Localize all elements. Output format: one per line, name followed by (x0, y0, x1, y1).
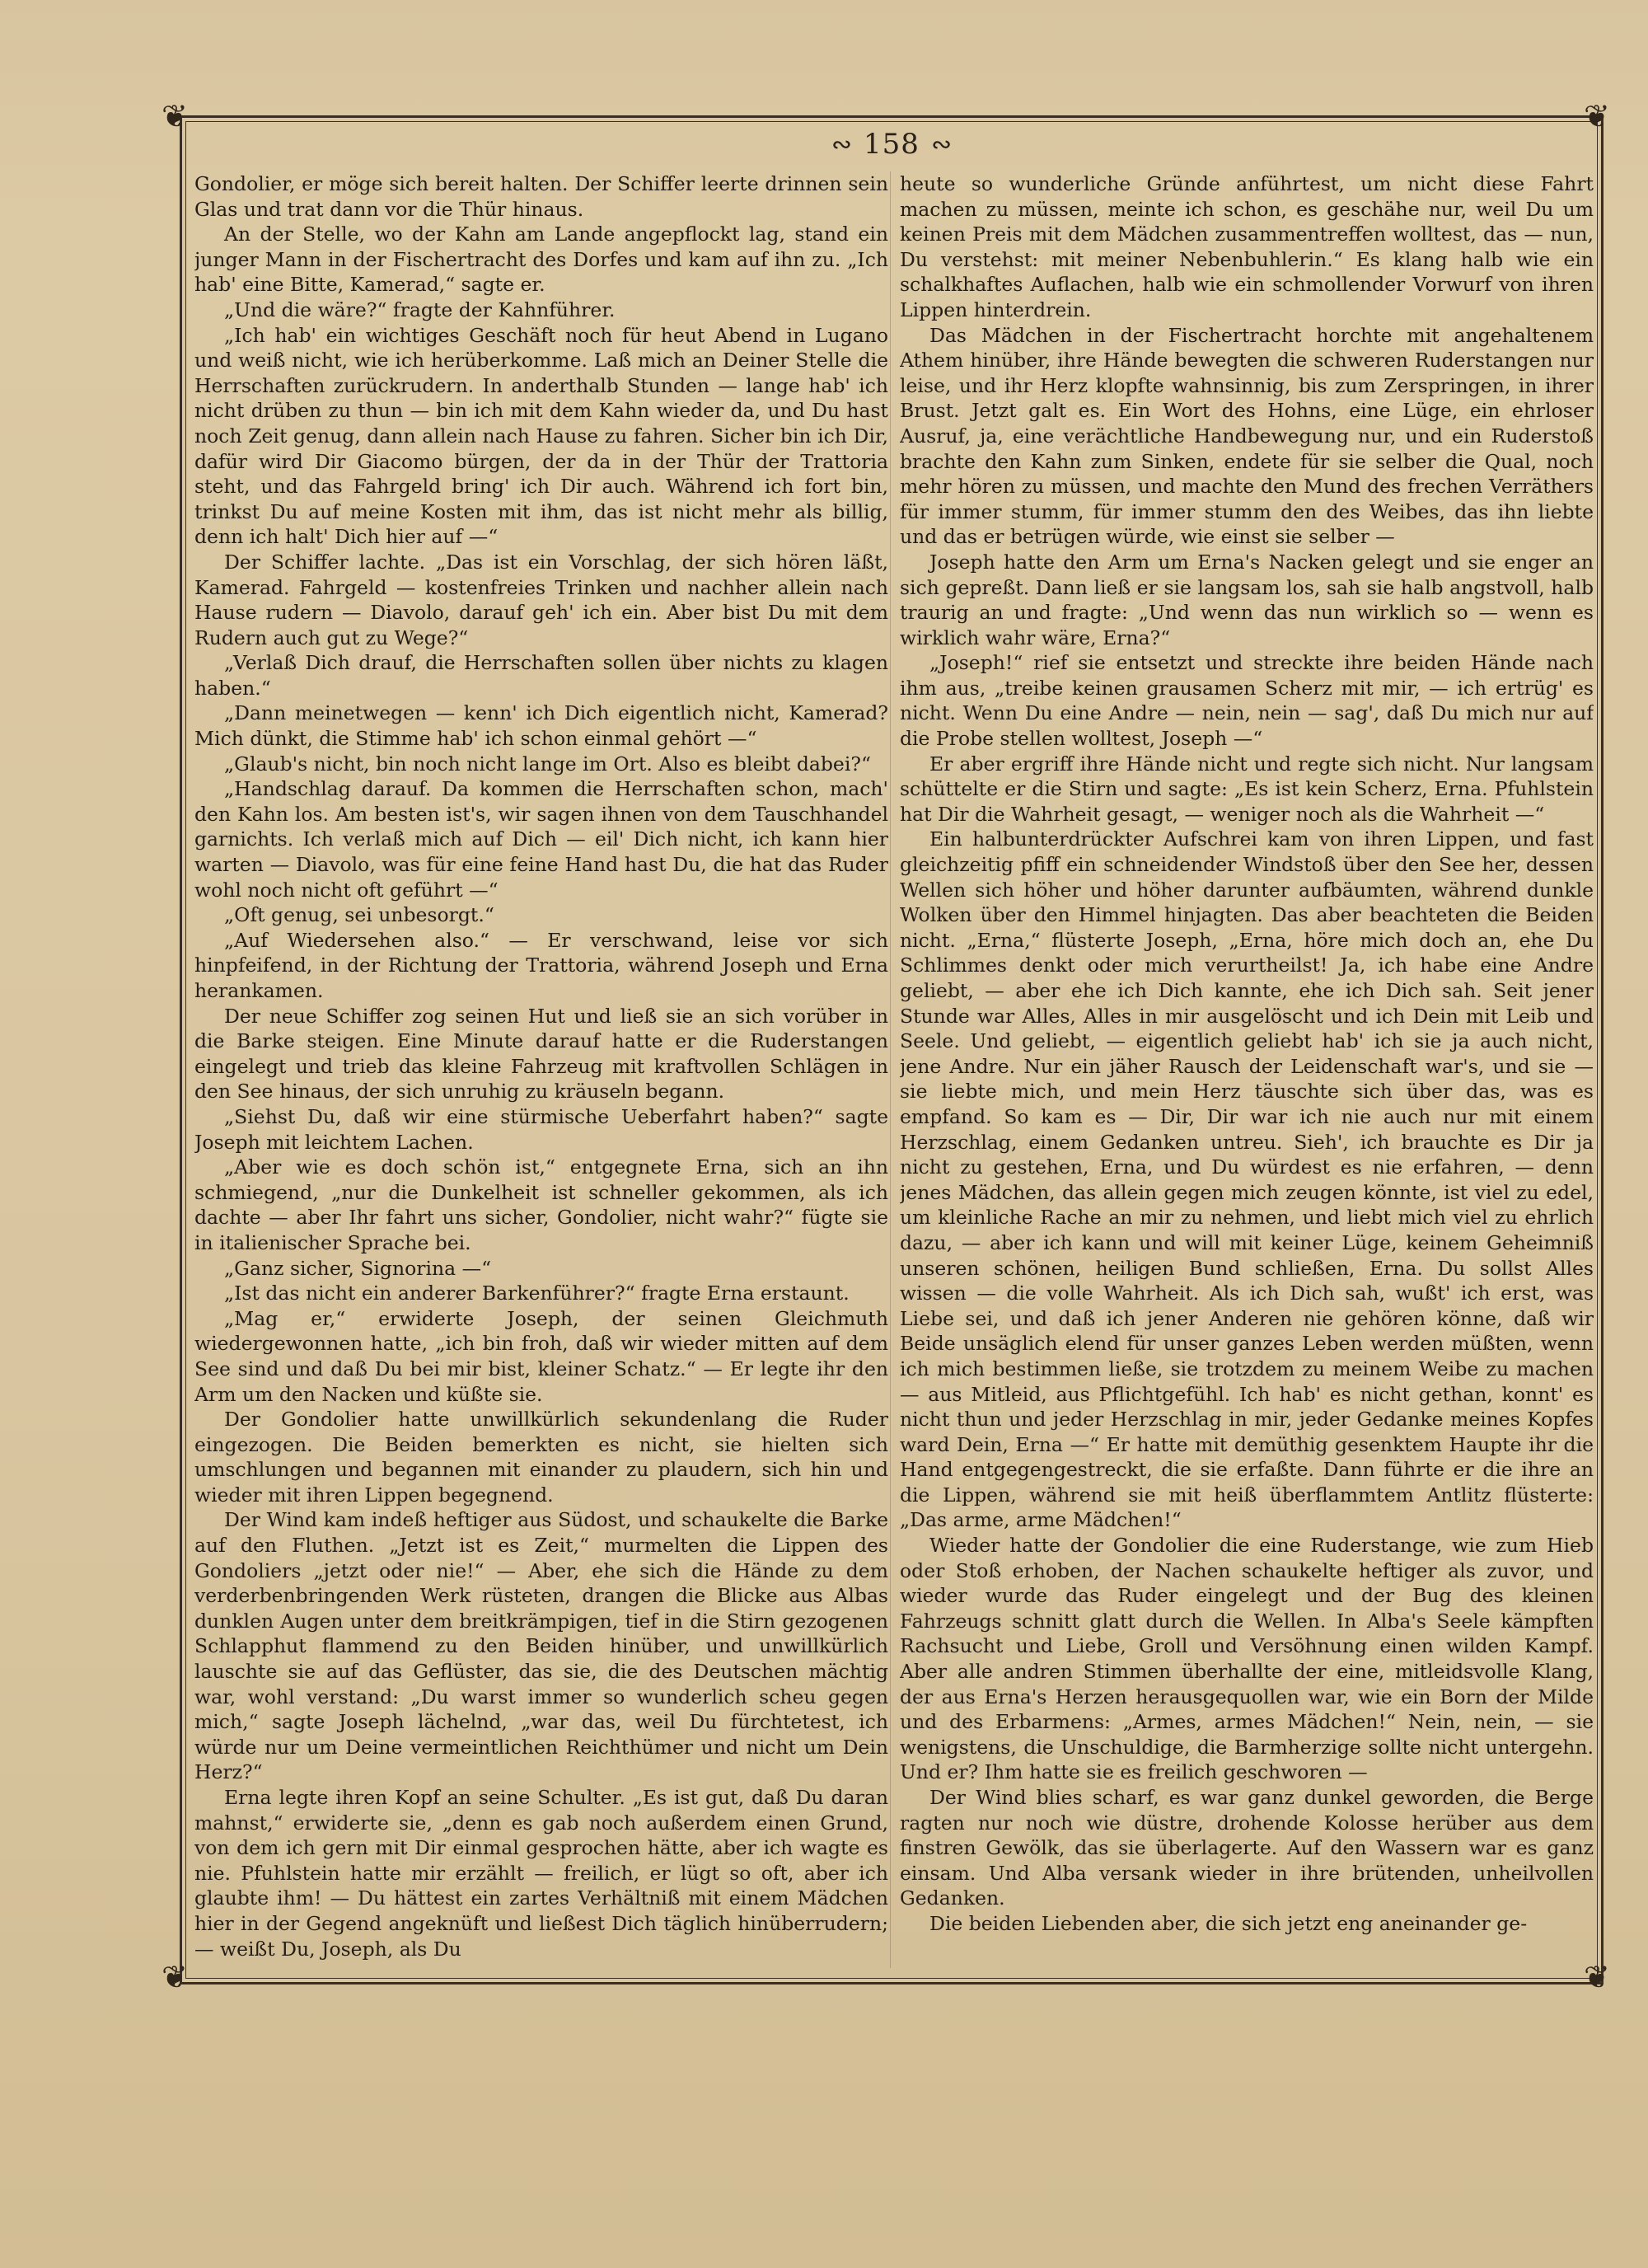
paragraph: „Handschlag darauf. Da kommen die Herrschaften schon, mach' den Kahn los. Am besten ist's, wir sagen ihnen von dem Tauschhandel garnichts. Ich verlaß mich auf Dich — eil' Dich nicht, ich kann hier warten — Diavolo, was für eine feine Hand hast Du, die hat das Ruder wohl noch nicht oft geführt —“ (194, 777, 888, 902)
paragraph: „Aber wie es doch schön ist,“ entgegnete Erna, sich an ihn schmiegend, „nur die Dunkelheit ist schneller gekommen, als ich dachte — aber Ihr fahrt uns sicher, Gondolier, nicht wahr?“ fügte sie in italienischer Sprache bei. (194, 1155, 888, 1254)
paragraph: „Oft genug, sei unbesorgt.“ (224, 903, 494, 927)
paragraph: An der Stelle, wo der Kahn am Lande angepflockt lag, stand ein junger Mann in der Fischertracht des Dorfes und kam auf ihn zu. „Ich hab' eine Bitte, Kamerad,“ sagte er. (194, 223, 888, 297)
corner-ornament-bottom-right: ❦ (1584, 1959, 1610, 1995)
header-ornament-right: ∾ (930, 129, 953, 159)
paragraph: Wieder hatte der Gondolier die eine Ruderstange, wie zum Hieb oder Stoß erhoben, der Nachen schaukelte heftiger als zuvor, und wieder wurde das Ruder eingelegt und der Bug des kleinen Fahrzeugs schnitt glatt durch die Wellen. In Alba's Seele kämpften Rachsucht und Liebe, Groll und Versöhnung einen wilden Kampf. Aber alle andren Stimmen überhallte der eine, mitleidsvolle Klang, der aus Erna's Herzen herausgequollen war, wie ein Born der Milde und des Erbarmens: „Armes, armes Mädchen!“ Nein, nein, — sie wenigstens, die Unschuldige, die Barmherzige sollte nicht untergehn. Und er? Ihm hatte sie es freilich geschworen — (900, 1534, 1594, 1784)
paragraph: heute so wunderliche Gründe anführtest, um nicht diese Fahrt machen zu müssen, meinte ich schon, es geschähe nur, weil Du um keinen Preis mit dem Mädchen zusammentreffen wolltest, das — nun, Du verstehst: mit meiner Nebenbuhlerin.“ Es klang halb wie ein schalkhaftes Auflachen, halb wie ein schmollender Vorwurf von ihren Lippen hinterdrein. (900, 172, 1594, 321)
paragraph: „Dann meinetwegen — kenn' ich Dich eigentlich nicht, Kamerad? Mich dünkt, die Stimme hab' ich schon einmal gehört —“ (194, 701, 888, 751)
paragraph: „Mag er,“ erwiderte Joseph, der seinen Gleichmuth wiedergewonnen hatte, „ich bin froh, daß wir wieder mitten auf dem See sind und daß Du bei mir bist, kleiner Schatz.“ — Er legte ihr den Arm um den Nacken und küßte sie. (194, 1306, 888, 1406)
paragraph: Er aber ergriff ihre Hände nicht und regte sich nicht. Nur langsam schüttelte er die Stirn und sagte: „Es ist kein Scherz, Erna. Pfuhlstein hat Dir die Wahrheit gesagt, — weniger noch als die Wahrheit —“ (900, 752, 1594, 826)
paragraph: Der Schiffer lachte. „Das ist ein Vorschlag, der sich hören läßt, Kamerad. Fahrgeld — kostenfreies Trinken und nachher allein nach Hause rudern — Diavolo, darauf geh' ich ein. Aber bist Du mit dem Rudern auch gut zu Wege?“ (194, 550, 888, 649)
paragraph: „Glaub's nicht, bin noch nicht lange im Ort. Also es bleibt dabei?“ (224, 752, 871, 776)
paragraph: Erna legte ihren Kopf an seine Schulter. „Es ist gut, daß Du daran mahnst,“ erwiderte sie, „denn es gab noch außerdem einen Grund, von dem ich gern mit Dir einmal gesprochen hätte, aber ich wagte es nie. Pfuhlstein hatte mir erzählt — freilich, er lügt so oft, aber ich glaubte ihm! — Du hättest ein zartes Verhältniß mit einem Mädchen hier in der Gegend angeknüft und ließest Dich täglich hinüberrudern; — weißt Du, Joseph, als Du (194, 1786, 888, 1961)
corner-ornament-top-left: ❦ (162, 98, 188, 134)
paragraph: „Auf Wiedersehen also.“ — Er verschwand, leise vor sich hinpfeifend, in der Richtung der Trattoria, während Joseph und Erna herankamen. (194, 928, 888, 1002)
paragraph: Joseph hatte den Arm um Erna's Nacken gelegt und sie enger an sich gepreßt. Dann ließ er sie langsam los, sah sie halb angstvoll, halb traurig an und fragte: „Und wenn das nun wirklich so — wenn es wirklich wahr wäre, Erna?“ (900, 550, 1594, 649)
paragraph: „Verlaß Dich drauf, die Herrschaften sollen über nichts zu klagen haben.“ (194, 651, 888, 700)
paragraph: „Ganz sicher, Signorina —“ (224, 1256, 492, 1280)
paragraph: Ein halbunterdrückter Aufschrei kam von ihren Lippen, und fast gleichzeitig pfiff ein schneidender Windstoß über den See her, dessen Wellen sich höher und höher darunter aufbäumten, während dunkle Wolken über den Himmel hinjagten. Das aber beachteten die Beiden nicht. „Erna,“ flüsterte Joseph, „Erna, höre mich doch an, ehe Du Schlimmes denkt oder mich verurtheilst! Ja, ich habe eine Andre geliebt, — aber ehe ich Dich kannte, ehe ich Dich sah. Seit jener Stunde war Alles, Alles in mir ausgelöscht und ich Dein mit Leib und Seele. Und geliebt, — eigentlich geliebt hab' ich sie ja auch nicht, jene Andre. Nur ein jäher Rausch der Leidenschaft war's, und sie — sie liebte mich, und mein Herz täuschte sich über das, was es empfand. So kam es — Dir, Dir war ich nie auch nur mit einem Herzschlag, einem Gedanken untreu. Sieh', ich brauchte es Dir ja nicht zu gestehen, Erna, und Du würdest es nie erfahren, — denn jenes Mädchen, das allein gegen mich zeugen könnte, ist viel zu edel, um kleinliche Rache an mir zu nehmen, und liebt mich viel zu ehrlich dazu, — aber ich kann und will mit keiner Lüge, keinem Geheimniß unseren schönen, heiligen Bund schließen, Erna. Du sollst Alles wissen — die volle Wahrheit. Als ich Dich sah, wußt' ich erst, was Liebe sei, und daß ich jener Anderen nie gehören könne, daß wir Beide unsäglich elend für unser ganzes Leben werden müßten, wenn ich mich bestimmen ließe, sie trotzdem zu meinem Weibe zu machen — aus Mitleid, aus Pflichtgefühl. Ich hab' es nicht gethan, konnt' es nicht thun und jeder Herzschlag in mir, jeder Gedanke meines Kopfes ward Dein, Erna —“ Er hatte mit demüthig gesenktem Haupte ihr die Hand entgegengestreckt, die sie erfaßte. Dann führte er die ihre an die Lippen, während sie mit heiß überflammtem Antlitz flüsterte: „Das arme, arme Mädchen!“ (900, 827, 1594, 1532)
right-column (900, 171, 1594, 1968)
paragraph: Der neue Schiffer zog seinen Hut und ließ sie an sich vorüber in die Barke steigen. Eine Minute darauf hatte er die Ruderstangen eingelegt und trieb das kleine Fahrzeug mit kraftvollen Schlägen in den See hinaus, der sich unruhig zu kräuseln begann. (194, 1004, 888, 1104)
paragraph: „Ich hab' ein wichtiges Geschäft noch für heut Abend in Lugano und weiß nicht, wie ich herüberkomme. Laß mich an Deiner Stelle die Herrschaften zurückrudern. In anderthalb Stunden — lange hab' ich nicht drüben zu thun — bin ich mit dem Kahn wieder da, und Du hast noch Zeit genug, dann allein nach Hause zu fahren. Sicher bin ich Dir, dafür wird Dir Giacomo bürgen, der da in der Thür der Trattoria steht, und das Fahrgeld bring' ich Dir auch. Während ich fort bin, trinkst Du auf meine Kosten mit ihm, das ist nicht mehr als billig, denn ich halt' Dich hier auf —“ (194, 323, 888, 549)
corner-ornament-bottom-left: ❦ (162, 1959, 188, 1995)
corner-ornament-top-right: ❦ (1584, 98, 1610, 134)
page-header (180, 124, 1604, 165)
column-divider (890, 171, 891, 1968)
paragraph: Gondolier, er möge sich bereit halten. Der Schiffer leerte drinnen sein Glas und trat dann vor die Thür hinaus. (194, 172, 888, 221)
paragraph: „Und die wäre?“ fragte der Kahnführer. (224, 298, 616, 321)
paragraph: „Ist das nicht ein anderer Barkenführer?“ fragte Erna erstaunt. (224, 1282, 850, 1305)
left-column (194, 171, 888, 1968)
paragraph: Der Wind blies scharf, es war ganz dunkel geworden, die Berge ragten nur noch wie düstre, drohende Kolosse herüber aus dem finstren Gewölk, das sie überlagerte. Auf den Wassern war es ganz einsam. Und Alba versank wieder in ihre brütenden, unheilvollen Gedanken. (900, 1786, 1594, 1910)
paragraph: Der Wind kam indeß heftiger aus Südost, und schaukelte die Barke auf den Fluthen. „Jetzt ist es Zeit,“ murmelten die Lippen des Gondoliers „jetzt oder nie!“ — Aber, ehe sich die Hände zu dem verderbenbringenden Werk rüsteten, drangen die Blicke aus Albas dunklen Augen unter dem breitkrämpigen, tief in die Stirn gezogenen Schlapphut flammend zu den Beiden hinüber, und unwillkürlich lauschte sie auf das Geflüster, das sie, die des Deutschen mächtig war, wohl verstand: „Du warst immer so wunderlich scheu gegen mich,“ sagte Joseph lächelnd, „war das, weil Du fürchtetest, ich würde nur um Deine vermeintlichen Reichthümer und nicht um Dein Herz?“ (194, 1508, 888, 1784)
header-ornament-left: ∾ (831, 129, 853, 159)
paragraph: „Joseph!“ rief sie entsetzt und streckte ihre beiden Hände nach ihm aus, „treibe keinen grausamen Scherz mit mir, — ich ertrüg' es nicht. Wenn Du eine Andre — nein, nein — sag', daß Du mich nur auf die Probe stellen wolltest, Joseph —“ (900, 651, 1594, 751)
paragraph: „Siehst Du, daß wir eine stürmische Ueberfahrt haben?“ sagte Joseph mit leichtem Lachen. (194, 1104, 888, 1154)
page-number: 158 (864, 128, 920, 161)
paragraph: Der Gondolier hatte unwillkürlich sekundenlang die Ruder eingezogen. Die Beiden bemerkten es nicht, sie hielten sich umschlungen und begannen mit einander zu plaudern, sich hin und wieder mit ihren Lippen begegnend. (194, 1408, 888, 1507)
paragraph: Die beiden Liebenden aber, die sich jetzt eng aneinander ge- (929, 1911, 1528, 1935)
paragraph: Das Mädchen in der Fischertracht horchte mit angehaltenem Athem hinüber, ihre Hände bewegten die schweren Ruderstangen nur leise, und ihr Herz klopfte wahnsinnig, bis zum Zerspringen, in ihrer Brust. Jetzt galt es. Ein Wort des Hohns, eine Lüge, ein ehrloser Ausruf, ja, eine verächtliche Handbewegung nur, und ein Ruderstoß brachte den Kahn zum Sinken, endete für sie selber die Qual, noch mehr hören zu müssen, und machte den Mund des frechen Verräthers für immer stumm, für immer stumm den des Weibes, das ihn liebte und das er betrügen würde, wie einst sie selber — (900, 323, 1594, 549)
